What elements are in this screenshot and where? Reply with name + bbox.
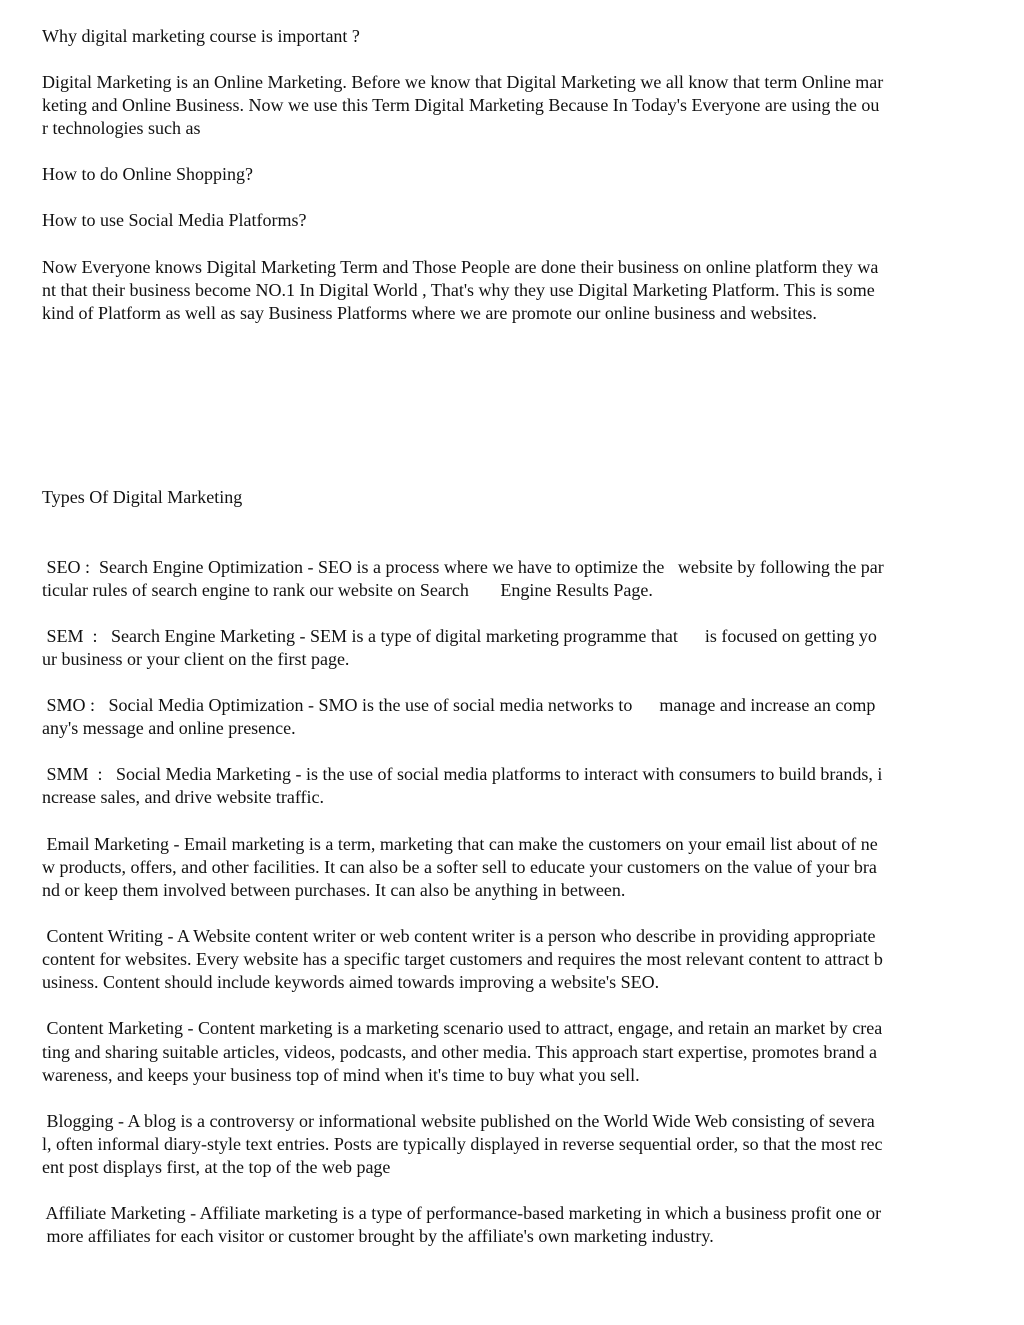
question-social-media: How to use Social Media Platforms? — [42, 210, 307, 230]
smo-line-2: any's message and online presence. — [42, 718, 296, 738]
blogging-line-1: Blogging - A blog is a controversy or informational website published on the World Wide Web consisting of severa — [42, 1111, 875, 1131]
document-heading: Why digital marketing course is important ? — [42, 26, 360, 46]
sem-line-1: SEM : Search Engine Marketing - SEM is a type of digital marketing programme that is focused on getting yo — [42, 626, 877, 646]
smo-line-1: SMO : Social Media Optimization - SMO is the use of social media networks to manage and increase an comp — [42, 695, 876, 715]
para2-line-2: nt that their business become NO.1 In Digital World , That's why they use Digital Marketing Platform. This is some — [42, 280, 875, 300]
seo-line-2: ticular rules of search engine to rank our website on Search Engine Results Page. — [42, 580, 653, 600]
intro-line-2: keting and Online Business. Now we use this Term Digital Marketing Because In Today's Everyone are using the ou — [42, 95, 880, 115]
email-line-1: Email Marketing - Email marketing is a term, marketing that can make the customers on your email list about of ne — [42, 834, 878, 854]
content-marketing-line-1: Content Marketing - Content marketing is a marketing scenario used to attract, engage, and retain an market by crea — [42, 1018, 883, 1038]
types-heading: Types Of Digital Marketing — [42, 487, 243, 507]
affiliate-line-1: Affiliate Marketing - Affiliate marketing is a type of performance-based marketing in which a business profit one or — [42, 1203, 882, 1223]
content-marketing-line-3: wareness, and keeps your business top of mind when it's time to buy what you sell. — [42, 1065, 640, 1085]
intro-line-3: r technologies such as — [42, 118, 201, 138]
blogging-line-2: l, often informal diary-style text entries. Posts are typically displayed in reverse sequential order, so that the most rec — [42, 1134, 883, 1154]
para2-line-3: kind of Platform as well as say Business Platforms where we are promote our online business and websites. — [42, 303, 817, 323]
blogging-line-3: ent post displays first, at the top of the web page — [42, 1157, 391, 1177]
para2-line-1: Now Everyone knows Digital Marketing Term and Those People are done their business on online platform they wa — [42, 257, 879, 277]
email-line-2: w products, offers, and other facilities. It can also be a softer sell to educate your customers on the value of your bra — [42, 857, 877, 877]
content-writing-line-3: usiness. Content should include keywords aimed towards improving a website's SEO. — [42, 972, 660, 992]
email-line-3: nd or keep them involved between purchases. It can also be anything in between. — [42, 880, 626, 900]
sem-line-2: ur business or your client on the first page. — [42, 649, 350, 669]
content-writing-line-2: content for websites. Every website has a specific target customers and requires the most relevant content to attract b — [42, 949, 883, 969]
question-online-shopping: How to do Online Shopping? — [42, 164, 253, 184]
seo-line-1: SEO : Search Engine Optimization - SEO is a process where we have to optimize the website by following the par — [42, 557, 884, 577]
intro-line-1: Digital Marketing is an Online Marketing. Before we know that Digital Marketing we all know that term Online mar — [42, 72, 884, 92]
affiliate-line-2: more affiliates for each visitor or customer brought by the affiliate's own marketing industry. — [42, 1226, 714, 1246]
smm-line-2: ncrease sales, and drive website traffic. — [42, 787, 325, 807]
content-writing-line-1: Content Writing - A Website content writer or web content writer is a person who describe in providing appropriate — [42, 926, 876, 946]
content-marketing-line-2: ting and sharing suitable articles, videos, podcasts, and other media. This approach start expertise, promotes brand a — [42, 1042, 877, 1062]
smm-line-1: SMM : Social Media Marketing - is the use of social media platforms to interact with consumers to build brands, i — [42, 764, 883, 784]
